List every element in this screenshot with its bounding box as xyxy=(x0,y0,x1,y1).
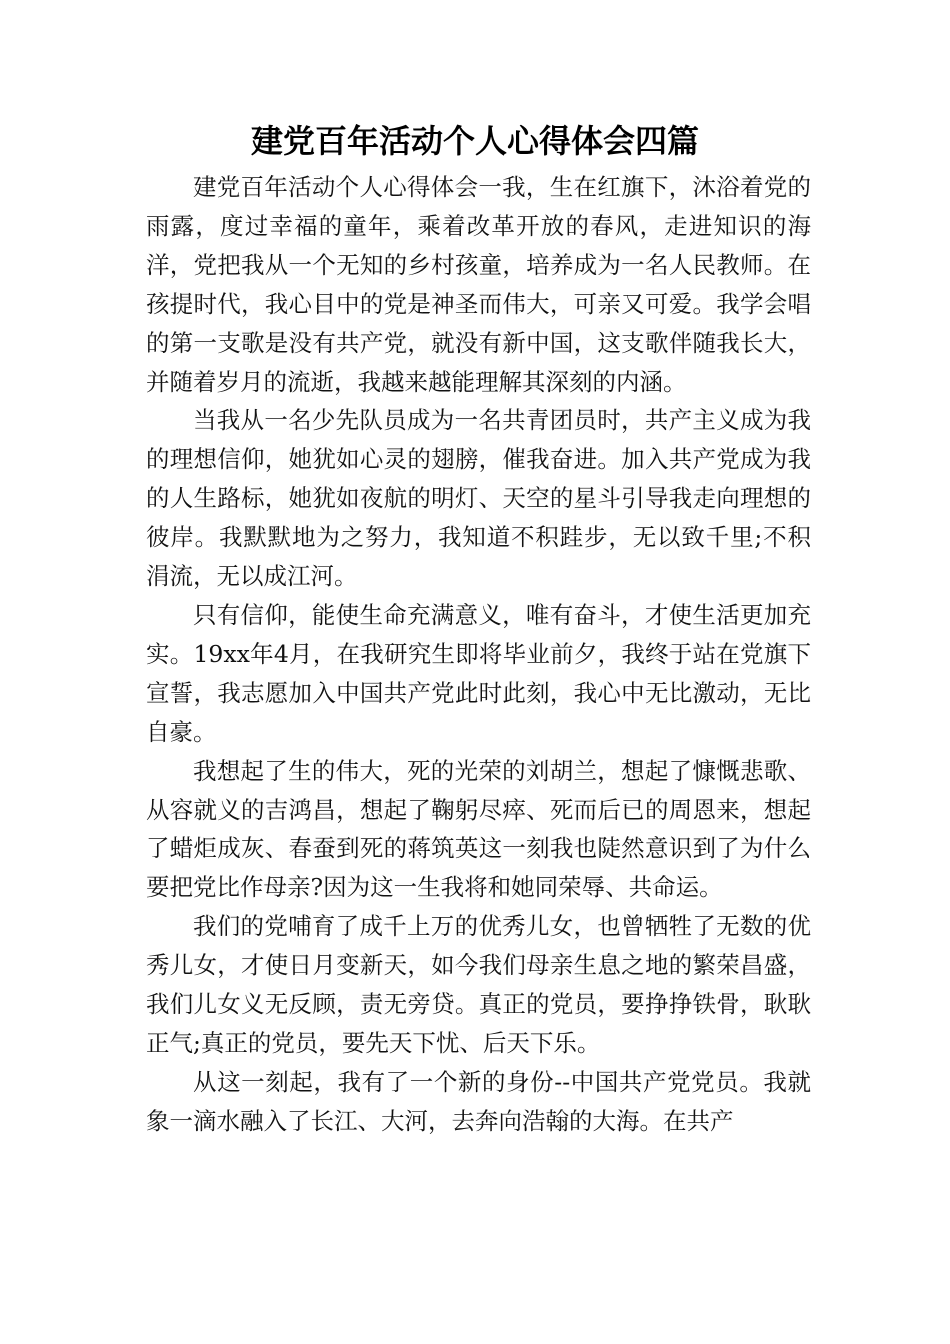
document-title: 建党百年活动个人心得体会四篇 xyxy=(250,122,699,160)
paragraph: 只有信仰，能使生命充满意义，唯有奋斗，才使生活更加充实。19xx年4月，在我研究生即将毕业前夕，我终于站在党旗下宣誓，我志愿加入中国共产党此时此刻，我心中无比激动，无比自豪。 xyxy=(146,600,811,746)
paragraph: 当我从一名少先队员成为一名共青团员时，共产主义成为我的理想信仰，她犹如心灵的翅膀，催我奋进。加入共产党成为我的人生路标，她犹如夜航的明灯、天空的星斗引导我走向理想的彼岸。我默默地为之努力，我知道不积跬步，无以致千里;不积涓流，无以成江河。 xyxy=(146,406,811,591)
paragraph: 建党百年活动个人心得体会一我，生在红旗下，沐浴着党的雨露，度过幸福的童年，乘着改革开放的春风，走进知识的海洋，党把我从一个无知的乡村孩童，培养成为一名人民教师。在孩提时代，我心目中的党是神圣而伟大，可亲又可爱。我学会唱的第一支歌是没有共产党，就没有新中国，这支歌伴随我长大，并随着岁月的流逝，我越来越能理解其深刻的内涵。 xyxy=(146,173,811,396)
paragraph: 我们的党哺育了成千上万的优秀儿女，也曾牺牲了无数的优秀儿女，才使日月变新天，如今我们母亲生息之地的繁荣昌盛，我们儿女义无反顾，责无旁贷。真正的党员，要挣挣铁骨，耿耿正气;真正的党员，要先天下忧、后天下乐。 xyxy=(146,912,811,1057)
document-body xyxy=(146,168,811,1141)
paragraph: 从这一刻起，我有了一个新的身份--中国共产党党员。我就象一滴水融入了长江、大河，去奔向浩翰的大海。在共产 xyxy=(146,1067,811,1135)
paragraph: 我想起了生的伟大，死的光荣的刘胡兰，想起了慷慨悲歌、从容就义的吉鸿昌，想起了鞠躬尽瘁、死而后已的周恩来，想起了蜡炬成灰、春蚕到死的蒋筑英这一刻我也陡然意识到了为什么要把党比作母亲?因为这一生我将和她同荣辱、共命运。 xyxy=(146,756,811,902)
